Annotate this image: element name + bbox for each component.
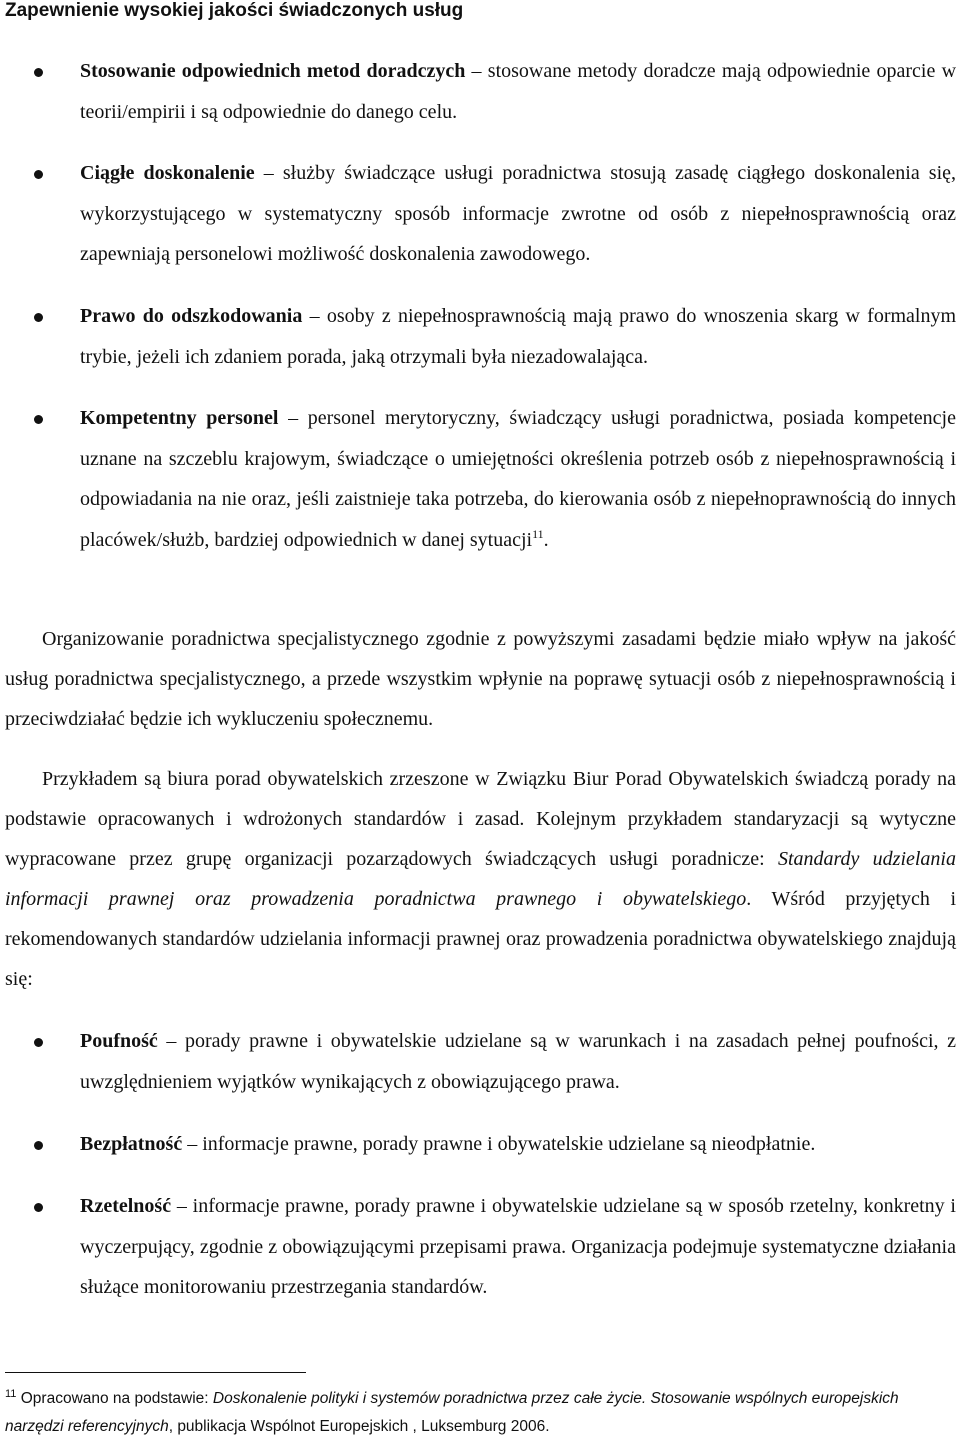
bullet-icon [34,1141,43,1150]
bullet-icon [34,313,43,322]
list-item: Poufność – porady prawne i obywatelskie udzielane są w warunkach i na zasadach pełnej poufności, z uwzględnieniem wyjątków wynikających z obowiązującego prawa. [80,1030,957,1093]
bullet-icon [34,1203,43,1212]
item-term: Bezpłatność [80,1133,183,1155]
item-term: Kompetentny personel [80,407,279,429]
item-term: Ciągłe doskonalenie [80,162,255,184]
list-item: Kompetentny personel – personel merytoryczny, świadczący usługi poradnictwa, posiada kompetencje uznane na szczeblu krajowym, świadczące o umiejętności określenia potrzeb osób z niepełnosprawnością i odpowiadania na nie oraz, jeśli zaistnieje taka potrzeba, do kierowania osób z niepełnoprawnością do innych placówek/służb, bardziej odpowiednich w danej sytuacji$^{11}$. [80,407,956,551]
footnote-number: 11 [5,1388,17,1400]
item-text: informacje prawne, porady prawne i obywatelskie udzielane są w sposób rzetelny, konkretny i wyczerpujący, zgodnie z obowiązującymi przepisami prawa. Organizacja podejmuje systematyczne działania służące monitorowaniu przestrzegania standardów. [80,1195,956,1298]
body-paragraph: Przykładem są biura porad obywatelskich zrzeszone w Związku Biur Porad Obywatelskich świadczą porady na podstawie opracowanych i wdrożonych standardów i zasad. Kolejnym przykładem standaryzacji są wytyczne wypracowane przez grupę organizacji pozarządowych świadczących usługi poradnicze: Standardy udzielania informacji prawnej oraz prowadzenia poradnictwa prawnego i obywatelskiego. Wśród przyjętych i rekomendowanych standardów udzielania informacji prawnej oraz prowadzenia poradnictwa obywatelskiego znajdują się: [5,768,956,990]
list-item: Stosowanie odpowiednich metod doradczych – stosowane metody doradcze mają odpowiednie oparcie w teorii/empirii i są odpowiednie do danego celu. [80,60,957,123]
bullet-icon [34,170,43,179]
bullet-icon [34,68,43,77]
item-term: Rzetelność [80,1195,172,1217]
item-term: Prawo do odszkodowania [80,305,303,327]
item-text: informacje prawne, porady prawne i obywatelskie udzielane są nieodpłatnie. [202,1133,816,1155]
body-paragraph: Organizowanie poradnictwa specjalistycznego zgodnie z powyższymi zasadami będzie miało wpływ na jakość usług poradnictwa specjalistycznego, a przede wszystkim wpłynie na poprawę sytuacji osób z niepełnosprawnością i przeciwdziałać będzie ich wykluczeniu społecznemu. [5,628,956,730]
item-text: personel merytoryczny, świadczący usługi poradnictwa, posiada kompetencje uznane na szczeblu krajowym, świadczące o umiejętności określenia potrzeb osób z niepełnosprawnością i odpowiadania na nie oraz, jeśli zaistnieje taka potrzeba, do kierowania osób z niepełnoprawnością do innych placówek/służb, bardziej odpowiednich w danej sytuacji [80,407,956,551]
item-text: osoby z niepełnosprawnością mają prawo do wnoszenia skarg w formalnym trybie, jeżeli ich zdaniem porada, jaką otrzymali była niezadowalająca. [80,305,957,368]
bullet-icon [34,415,43,424]
list-item: Bezpłatność – informacje prawne, porady prawne i obywatelskie udzielane są nieodpłatnie. [80,1133,816,1155]
bullet-icon [34,1038,43,1047]
item-text: stosowane metody doradcze mają odpowiednie oparcie w teorii/empirii i są odpowiednie do danego celu. [80,60,957,123]
footnote-reference[interactable]: 11 [532,526,544,541]
list-item: Rzetelność – informacje prawne, porady prawne i obywatelskie udzielane są w sposób rzetelny, konkretny i wyczerpujący, zgodnie z obowiązującymi przepisami prawa. Organizacja podejmuje systematyczne działania służące monitorowaniu przestrzegania standardów. [80,1195,956,1298]
list-item: Prawo do odszkodowania – osoby z niepełnosprawnością mają prawo do wnoszenia skarg w formalnym trybie, jeżeli ich zdaniem porada, jaką otrzymali była niezadowalająca. [80,305,957,368]
footnote: $^{11}$ Opracowano na podstawie: Doskonalenie polityki i systemów poradnictwa przez całe życie. Stosowanie wspólnych europejskich narzędzi referencyjnych, publikacja Wspólnot Europejskich , Luksemburg 2006. [5,1388,899,1435]
item-term: Stosowanie odpowiednich metod doradczych [80,60,466,82]
item-term: Poufność [80,1030,158,1052]
footnote-source-title: Doskonalenie polityki i systemów poradnictwa przez całe życie. Stosowanie wspólnych europejskich narzędzi referencyjnych [5,1390,899,1435]
standards-title: Standardy udzielania informacji prawnej oraz prowadzenia poradnictwa prawnego i obywatelskiego [5,848,956,910]
item-text: służby świadczące usługi poradnictwa stosują zasadę ciągłego doskonalenia się, wykorzystującego w systematyczny sposób informacje zwrotne od osób z niepełnosprawnością oraz zapewniają personelowi możliwość doskonalenia zawodowego. [80,162,957,265]
footnote-separator [5,1372,306,1373]
list-item: Ciągłe doskonalenie – służby świadczące usługi poradnictwa stosują zasadę ciągłego doskonalenia się, wykorzystującego w systematyczny sposób informacje zwrotne od osób z niepełnosprawnością oraz zapewniają personelowi możliwość doskonalenia zawodowego. [80,162,957,265]
item-text: porady prawne i obywatelskie udzielane są w warunkach i na zasadach pełnej poufności, z uwzględnieniem wyjątków wynikających z obowiązującego prawa. [80,1030,957,1093]
section-heading: Zapewnienie wysokiej jakości świadczonych usług [5,0,464,21]
